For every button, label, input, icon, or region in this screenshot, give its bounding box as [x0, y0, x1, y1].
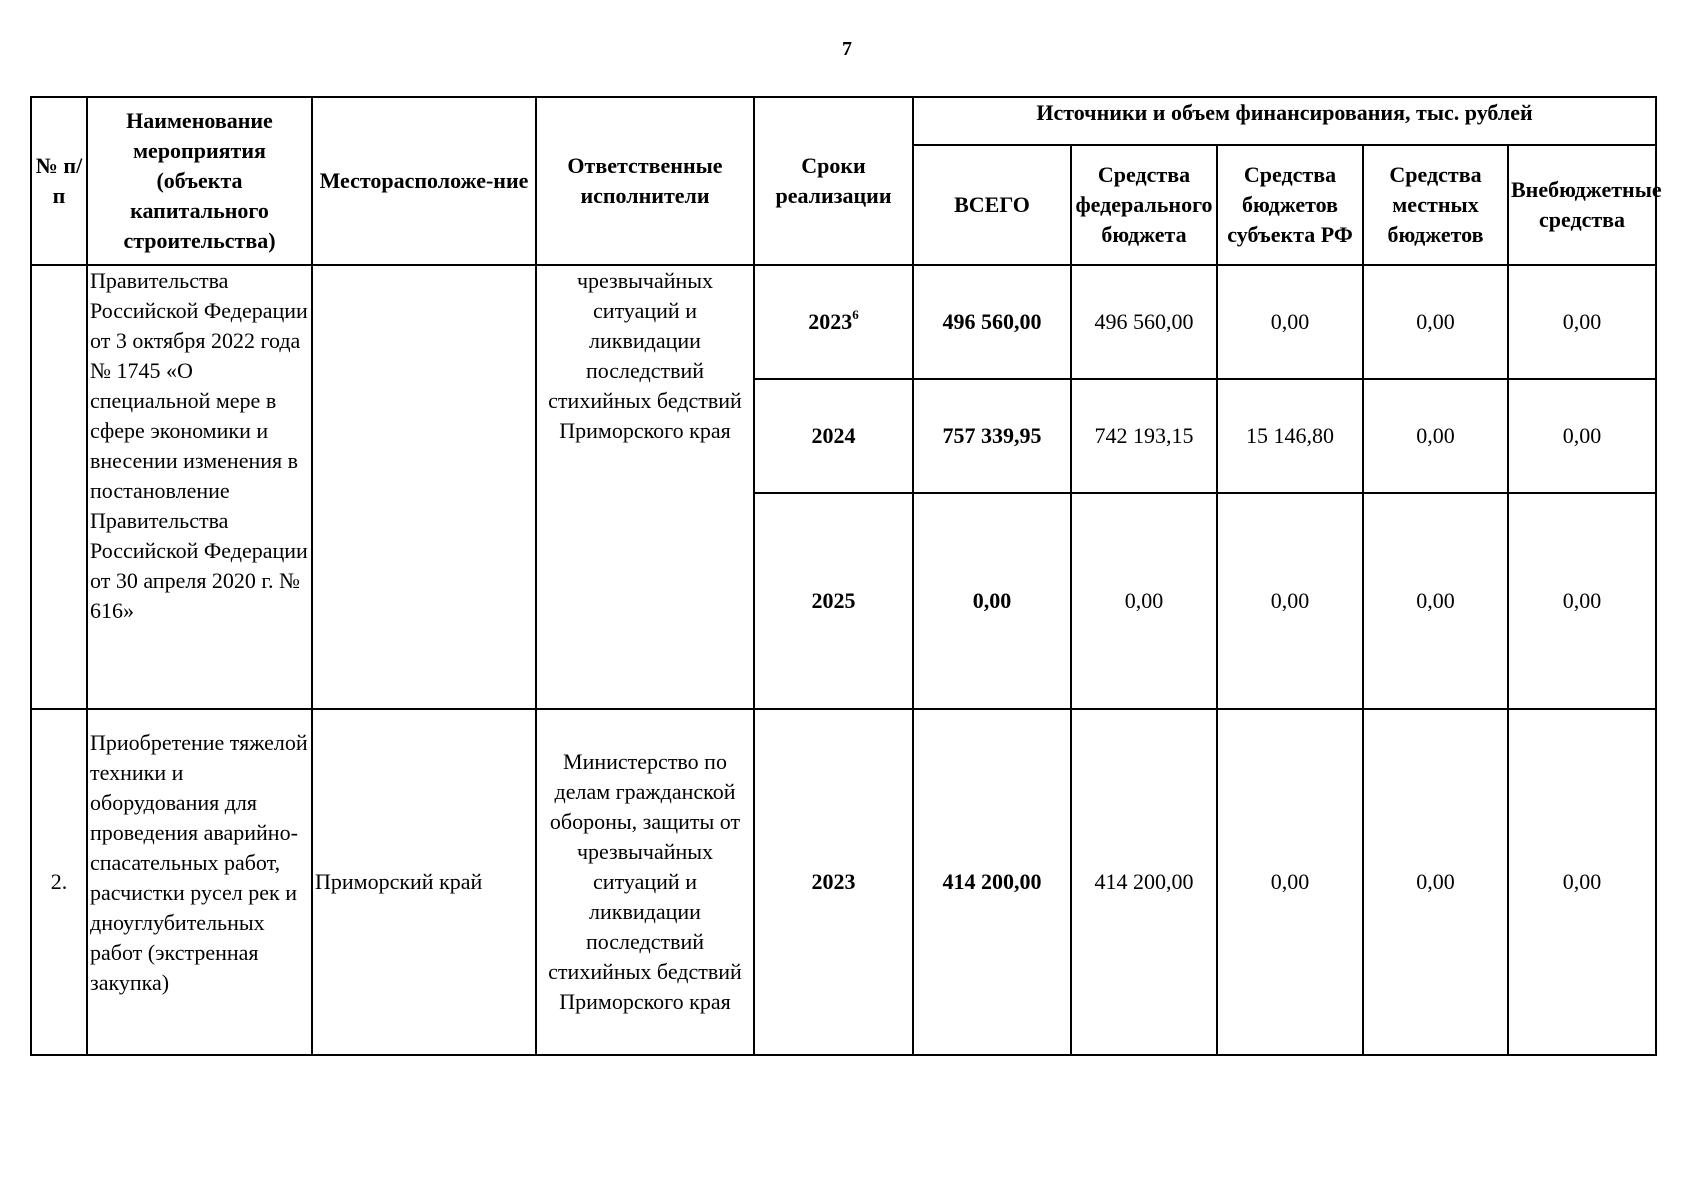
header-location: Месторасположе-ние [312, 97, 536, 265]
cell-executors: Министерство по делам гражданской обороны, защиты от чрезвычайных ситуаций и ликвидации последствий стихийных бедствий Приморского края [536, 709, 754, 1055]
cell-name: Приобретение тяжелой техники и оборудования для проведения аварийно-спасательных работ, расчистки русел рек и дноуглубительных работ (экстренная закупка) [87, 709, 312, 1055]
cell-name: Правительства Российской Федерации от 3 октября 2022 года № 1745 «О специальной мере в сфере экономики и внесении изменения в постановление Правительства Российской Федерации от 30 апреля 2020 г. № 616» [87, 265, 312, 709]
cell-federal: 414 200,00 [1071, 709, 1217, 1055]
cell-executors: чрезвычайных ситуаций и ликвидации последствий стихийных бедствий Приморского края [536, 265, 754, 709]
cell-federal: 496 560,00 [1071, 265, 1217, 379]
cell-extra: 0,00 [1508, 265, 1656, 379]
cell-year: 2025 [754, 493, 913, 709]
cell-year: 2024 [754, 379, 913, 493]
cell-location: Приморский край [312, 709, 536, 1055]
header-extra: Внебюджетные средства [1508, 145, 1656, 265]
cell-subject: 0,00 [1217, 265, 1363, 379]
cell-total: 496 560,00 [913, 265, 1071, 379]
cell-year: 2023 [754, 709, 913, 1055]
page-number: 7 [842, 38, 852, 60]
cell-extra: 0,00 [1508, 709, 1656, 1055]
cell-extra: 0,00 [1508, 379, 1656, 493]
cell-local: 0,00 [1363, 709, 1508, 1055]
cell-federal: 0,00 [1071, 493, 1217, 709]
footnote-mark: 6 [852, 306, 859, 322]
header-name: Наименование мероприятия (объекта капитального строительства) [87, 97, 312, 265]
cell-subject: 15 146,80 [1217, 379, 1363, 493]
cell-subject: 0,00 [1217, 493, 1363, 709]
cell-local: 0,00 [1363, 379, 1508, 493]
header-local: Средства местных бюджетов [1363, 145, 1508, 265]
header-executors: Ответственные исполнители [536, 97, 754, 265]
header-subject: Средства бюджетов субъекта РФ [1217, 145, 1363, 265]
cell-total: 757 339,95 [913, 379, 1071, 493]
cell-total: 414 200,00 [913, 709, 1071, 1055]
cell-local: 0,00 [1363, 265, 1508, 379]
cell-num [31, 265, 87, 709]
cell-local: 0,00 [1363, 493, 1508, 709]
cell-total: 0,00 [913, 493, 1071, 709]
header-total: ВСЕГО [913, 145, 1071, 265]
header-period: Сроки реализации [754, 97, 913, 265]
header-row-1 [31, 97, 1656, 145]
year-text: 2023 [808, 309, 853, 334]
cell-federal: 742 193,15 [1071, 379, 1217, 493]
funding-table [30, 96, 1662, 1056]
table-row [31, 709, 1656, 1055]
header-funding-group: Источники и объем финансирования, тыс. рублей [913, 97, 1656, 145]
cell-extra: 0,00 [1508, 493, 1656, 709]
header-federal: Средства федерального бюджета [1071, 145, 1217, 265]
cell-num: 2. [31, 709, 87, 1055]
table-row [31, 265, 1656, 379]
cell-location [312, 265, 536, 709]
cell-year [754, 265, 913, 379]
cell-subject: 0,00 [1217, 709, 1363, 1055]
header-num: № п/п [31, 97, 87, 265]
